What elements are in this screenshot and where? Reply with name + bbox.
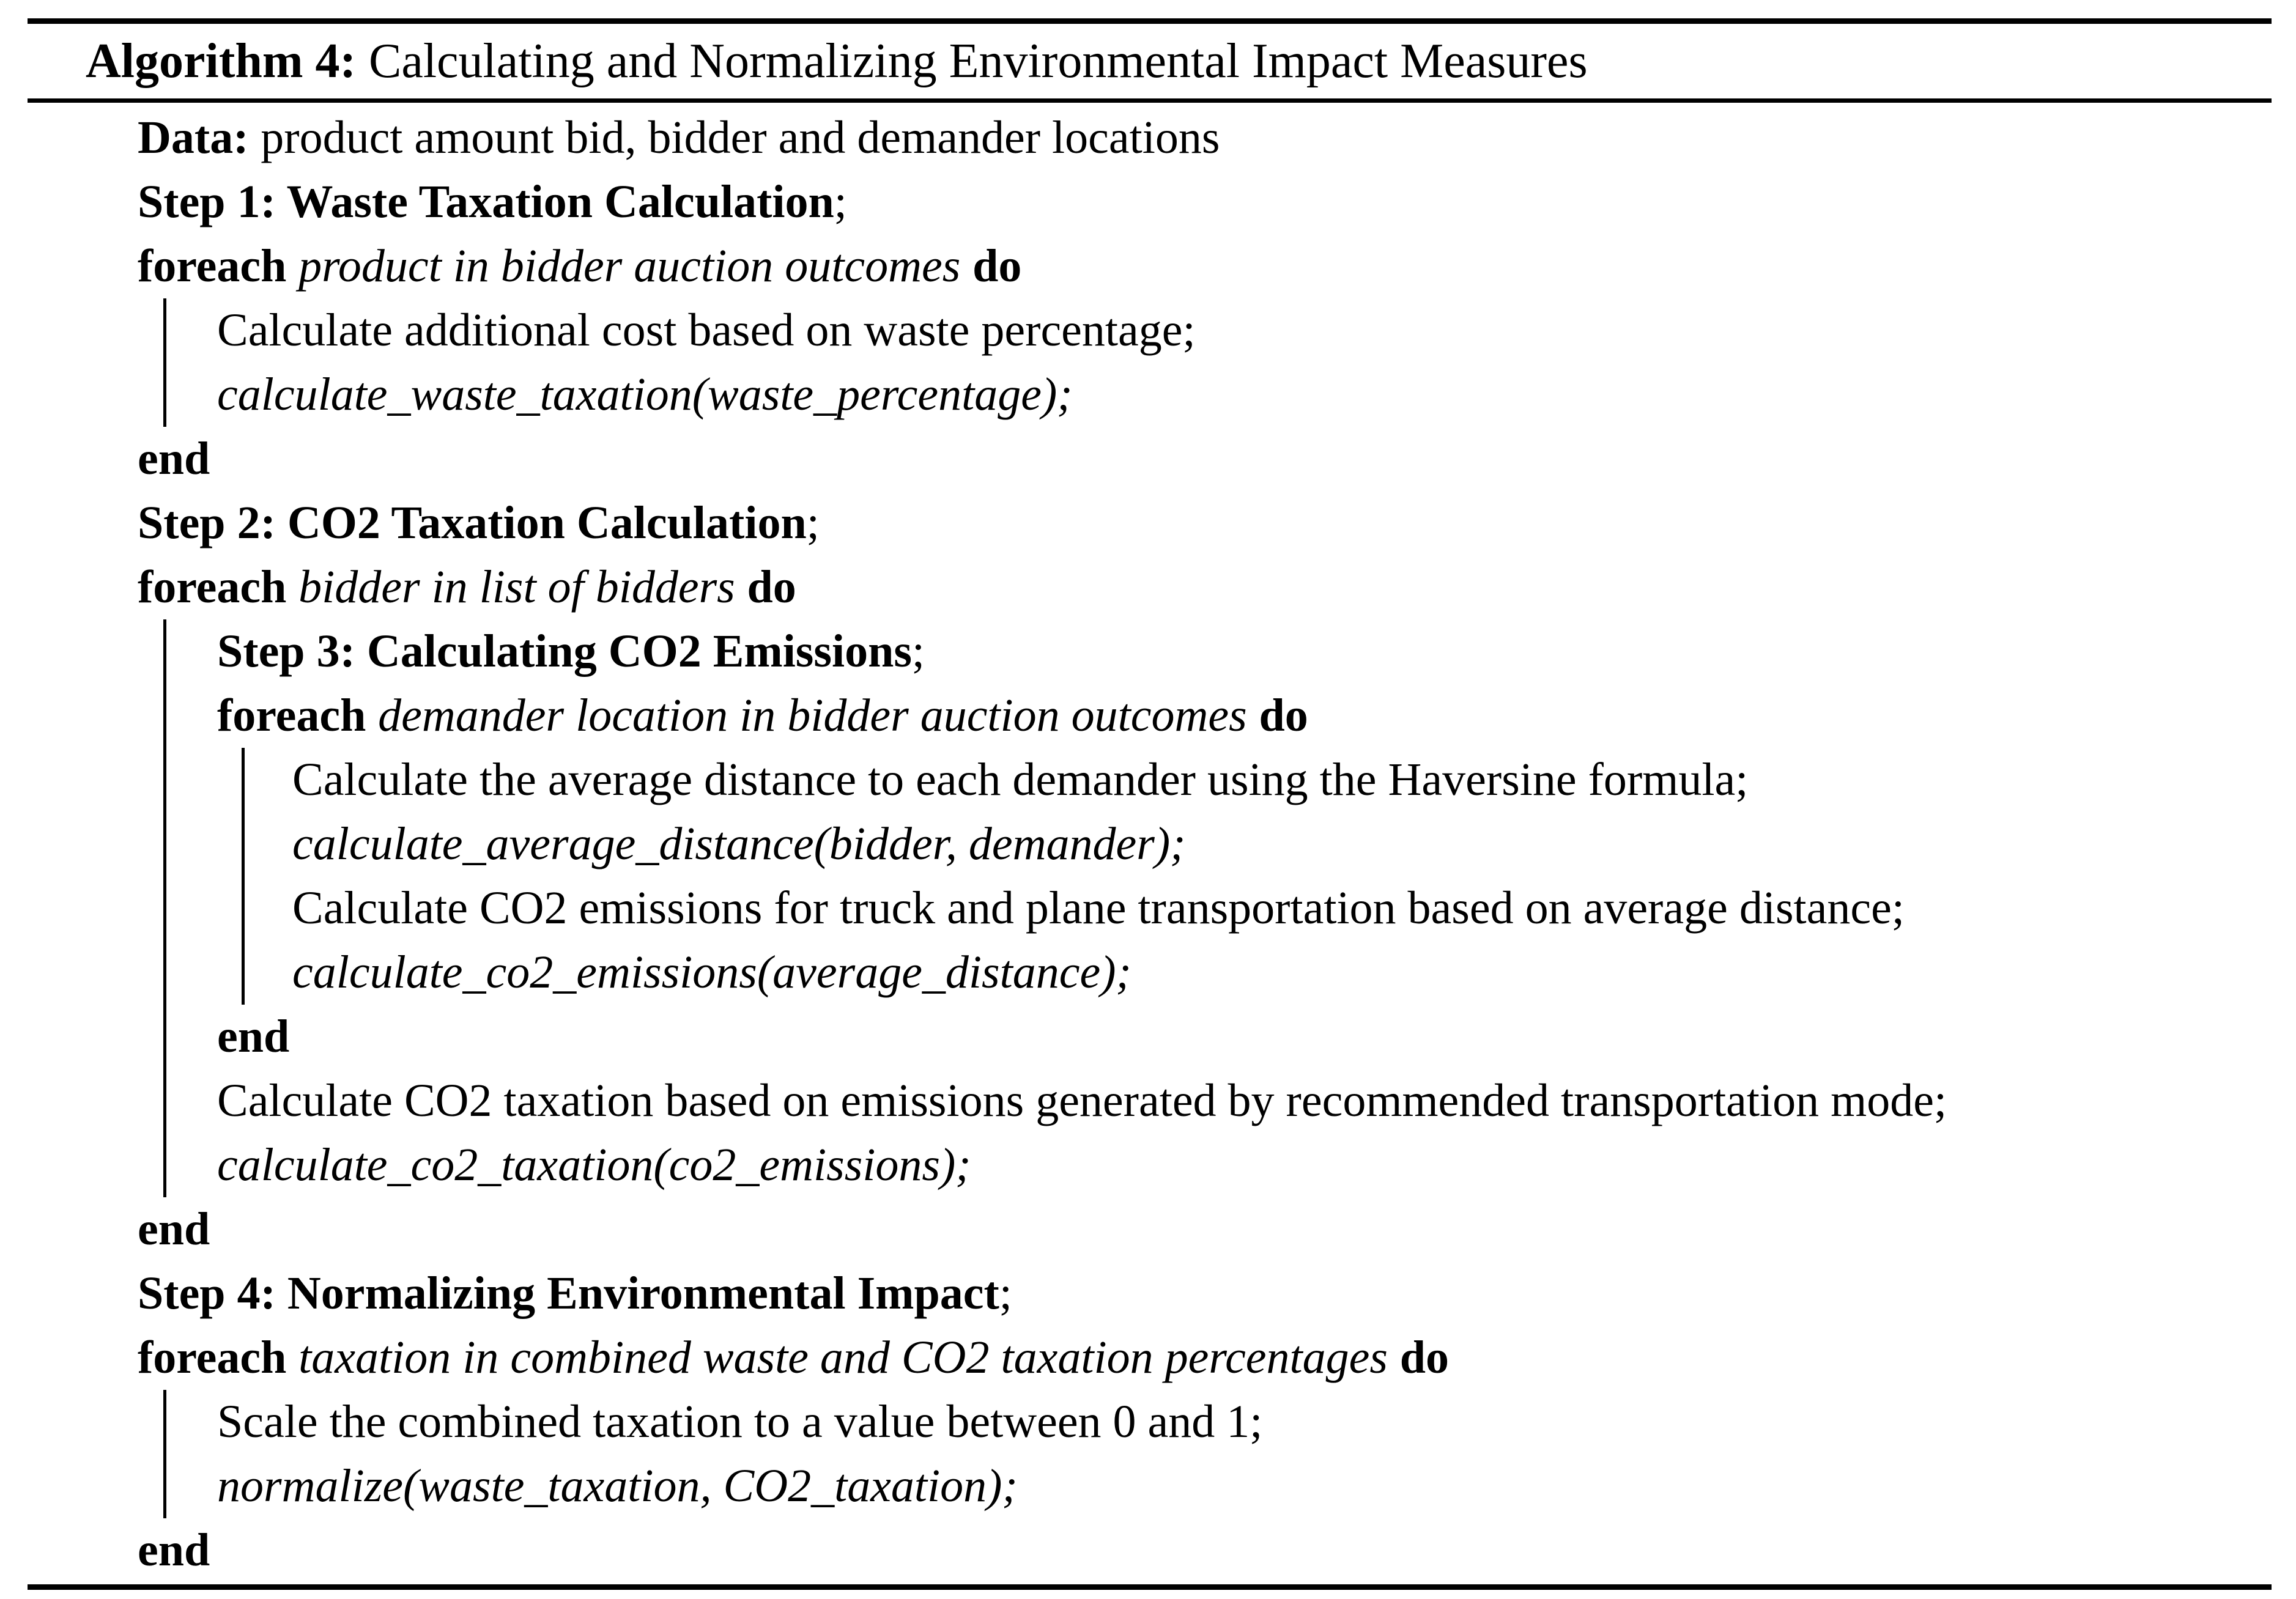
step3-heading-line (217, 619, 2272, 684)
step2-loop-body (163, 619, 2272, 1197)
semicolon: ; (834, 176, 847, 227)
semicolon: ; (999, 1268, 1012, 1319)
function-call-line (292, 940, 2272, 1005)
step3-loop-body (242, 748, 2272, 1005)
data-label: Data: (138, 112, 249, 163)
do-keyword: do (1259, 690, 1308, 741)
end-line (217, 1005, 2272, 1069)
foreach-keyword: foreach (138, 1332, 287, 1383)
foreach-keyword: foreach (138, 240, 287, 292)
data-line (138, 106, 2272, 170)
algorithm-title: Calculating and Normalizing Environmental Impact Measures (368, 34, 1588, 88)
step1-loop-body (163, 298, 2272, 427)
statement-text: Calculate CO2 emissions for truck and plane transportation based on average distance; (292, 882, 1905, 934)
do-keyword: do (747, 561, 796, 613)
function-call: normalize(waste_taxation, CO2_taxation); (217, 1460, 1018, 1512)
function-call: calculate_average_distance(bidder, demander); (292, 818, 1186, 870)
statement-line (217, 1069, 2272, 1133)
step2-foreach-line (138, 555, 2272, 619)
end-line (138, 1518, 2272, 1582)
function-call-line (217, 1133, 2272, 1197)
statement-line (292, 876, 2272, 940)
step-heading: Step 2: CO2 Taxation Calculation (138, 497, 807, 548)
loop-condition: product in bidder auction outcomes (298, 240, 961, 292)
end-keyword: end (138, 1203, 210, 1255)
do-keyword: do (972, 240, 1022, 292)
statement-line (292, 748, 2272, 812)
semicolon: ; (806, 497, 820, 548)
bottom-rule (28, 1584, 2272, 1590)
function-call-line (217, 1454, 2272, 1518)
top-rule (28, 18, 2272, 24)
function-call: calculate_waste_taxation(waste_percentage); (217, 369, 1073, 420)
step4-heading-line (138, 1261, 2272, 1326)
end-keyword: end (138, 433, 210, 484)
step-heading: Step 3: Calculating CO2 Emissions (217, 626, 912, 677)
function-call: calculate_co2_taxation(co2_emissions); (217, 1139, 971, 1191)
loop-condition: taxation in combined waste and CO2 taxation percentages (298, 1332, 1388, 1383)
statement-line (217, 298, 2272, 363)
step-heading: Step 4: Normalizing Environmental Impact (138, 1268, 999, 1319)
function-call-line (292, 812, 2272, 876)
semicolon: ; (911, 626, 925, 677)
statement-text: Calculate CO2 taxation based on emissions generated by recommended transportation mode; (217, 1075, 1947, 1126)
end-keyword: end (217, 1011, 290, 1062)
loop-condition: demander location in bidder auction outcomes (378, 690, 1247, 741)
loop-condition: bidder in list of bidders (298, 561, 735, 613)
step4-loop-body (163, 1390, 2272, 1518)
statement-text: Scale the combined taxation to a value between 0 and 1; (217, 1396, 1263, 1447)
algorithm-caption (28, 24, 2272, 98)
function-call: calculate_co2_emissions(average_distance); (292, 947, 1131, 998)
algorithm-body (28, 103, 2272, 1584)
step4-foreach-line (138, 1326, 2272, 1390)
step1-foreach-line (138, 234, 2272, 298)
statement-line (217, 1390, 2272, 1454)
end-line (138, 1197, 2272, 1261)
function-call-line (217, 363, 2272, 427)
caption-rule (28, 98, 2272, 103)
statement-text: Calculate additional cost based on waste percentage; (217, 305, 1196, 356)
algorithm-label: Algorithm 4: (86, 34, 357, 88)
data-text: product amount bid, bidder and demander locations (261, 112, 1220, 163)
end-keyword: end (138, 1524, 210, 1576)
do-keyword: do (1399, 1332, 1449, 1383)
end-line (138, 427, 2272, 491)
statement-text: Calculate the average distance to each demander using the Haversine formula; (292, 754, 1749, 805)
step-heading: Step 1: Waste Taxation Calculation (138, 176, 834, 227)
foreach-keyword: foreach (138, 561, 287, 613)
step1-heading-line (138, 170, 2272, 234)
step2-heading-line (138, 491, 2272, 555)
foreach-keyword: foreach (217, 690, 366, 741)
step3-foreach-line (217, 684, 2272, 748)
